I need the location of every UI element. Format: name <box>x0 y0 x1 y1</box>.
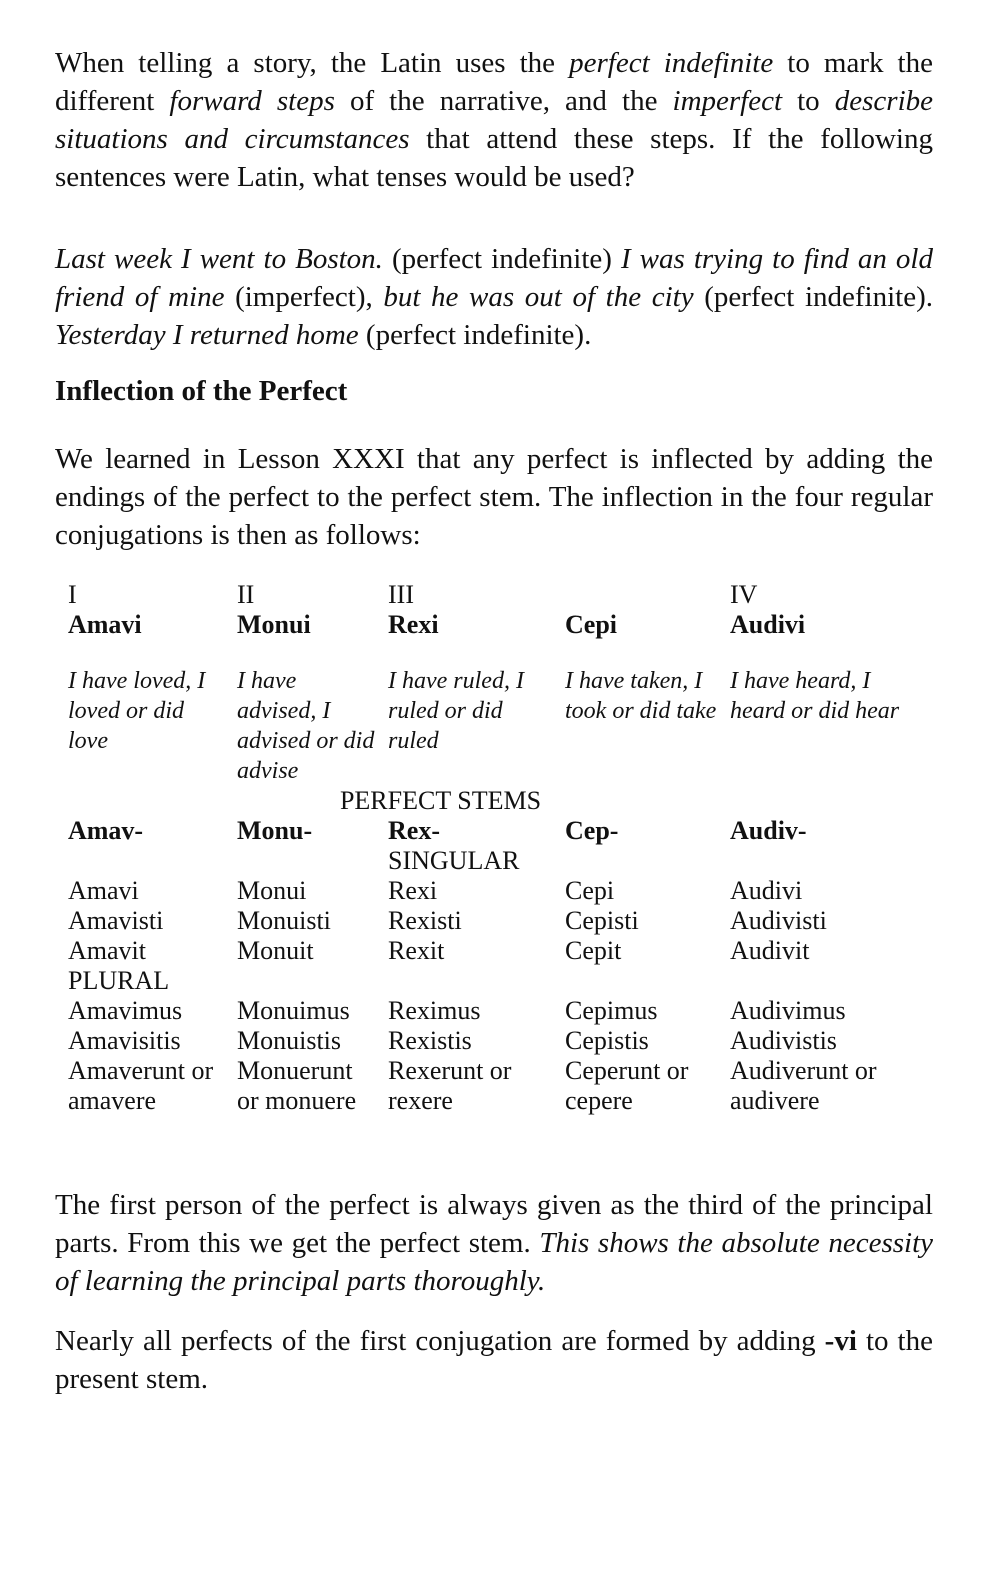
translation-cell: I have taken, I took or did take <box>565 668 717 724</box>
form-cell: Cepit <box>565 936 622 965</box>
table-row <box>68 936 933 966</box>
table-row-numerals <box>68 580 933 610</box>
translation-cell: I have ruled, I ruled or did ruled <box>388 668 524 754</box>
form-cell: Monui <box>237 876 307 905</box>
intro-paragraph-2: Last week I went to Boston. (perfect indefinite) I was trying to find an old friend of mine (imperfect), but he was out of the city (perfect indefinite). Yesterday I returned home (perfect indefinite). <box>55 243 934 351</box>
form-cell: Amavit <box>68 936 146 965</box>
form-cell: Audivimus <box>730 996 846 1025</box>
form-cell: Rexit <box>388 936 445 965</box>
form-cell: Amavimus <box>68 996 183 1025</box>
table-row <box>68 1056 933 1116</box>
form-cell: Monuistis <box>237 1026 342 1055</box>
table-row-verbs <box>68 610 933 640</box>
form-cell: Ceperunt or cepere <box>565 1056 689 1115</box>
closing-paragraph-1: The first person of the perfect is always given as the third of the principal parts. From this we get the perfect stem. This shows the absolute necessity of learning the principal parts thoroughly. <box>55 1189 933 1297</box>
numeral-cell: IV <box>730 580 758 609</box>
form-cell: Cepimus <box>565 996 658 1025</box>
stem-cell: Rex- <box>388 816 440 845</box>
verb-cell: Cepi <box>565 610 617 639</box>
conjugation-table <box>68 580 933 1116</box>
verb-cell: Amavi <box>68 610 142 639</box>
table-row-plural-label <box>68 966 933 996</box>
table-row <box>68 876 933 906</box>
numeral-cell: III <box>388 580 414 609</box>
form-cell: Monuimus <box>237 996 350 1025</box>
form-cell: Rexisti <box>388 906 462 935</box>
form-cell: Cepi <box>565 876 615 905</box>
numeral-cell: I <box>68 580 77 609</box>
verb-cell: Audivi <box>730 610 806 639</box>
stem-cell: Cep- <box>565 816 619 845</box>
table-row <box>68 906 933 936</box>
stem-cell: Monu- <box>237 816 313 845</box>
form-cell: Amavisti <box>68 906 164 935</box>
form-cell: Rexi <box>388 876 438 905</box>
numeral-cell: II <box>237 580 255 609</box>
lesson-paragraph: We learned in Lesson XXXI that any perfect is inflected by adding the endings of the perfect to the perfect stem. The inflection in the four regular conjugations is then as follows: <box>55 443 933 551</box>
verb-cell: Monui <box>237 610 311 639</box>
section-heading: Inflection of the Perfect <box>55 375 348 407</box>
form-cell: Cepisti <box>565 906 639 935</box>
table-row <box>68 1026 933 1056</box>
form-cell: Amavisitis <box>68 1026 181 1055</box>
table-row <box>68 996 933 1026</box>
form-cell: Cepistis <box>565 1026 649 1055</box>
translation-cell: I have advised, I advised or did advise <box>237 668 375 784</box>
form-cell: Monuit <box>237 936 314 965</box>
form-cell: Monuisti <box>237 906 331 935</box>
table-row-singular-label <box>68 846 933 876</box>
table-row-translations <box>68 666 933 786</box>
intro-paragraph-1: When telling a story, the Latin uses the perfect indefinite to mark the different forward steps of the narrative, and the imperfect to describe situations and circumstances that attend these steps. If the following sentences were Latin, what tenses would be used? <box>55 47 933 193</box>
form-cell: Amaverunt or amavere <box>68 1056 214 1115</box>
verb-cell: Rexi <box>388 610 439 639</box>
table-row-stems <box>68 816 933 846</box>
form-cell: Rexistis <box>388 1026 472 1055</box>
form-cell: Audivit <box>730 936 810 965</box>
form-cell: Audiverunt or audivere <box>730 1056 877 1115</box>
form-cell: Audivistis <box>730 1026 837 1055</box>
stem-cell: Audiv- <box>730 816 807 845</box>
plural-label: PLURAL <box>68 966 170 995</box>
form-cell: Monuerunt or monuere <box>237 1056 357 1115</box>
form-cell: Amavi <box>68 876 139 905</box>
stem-cell: Amav- <box>68 816 144 845</box>
translation-cell: I have loved, I loved or did love <box>68 668 206 754</box>
perfect-stems-heading: PERFECT STEMS <box>339 786 542 815</box>
form-cell: Reximus <box>388 996 481 1025</box>
translation-cell: I have heard, I heard or did hear <box>730 668 900 724</box>
closing-paragraph-2: Nearly all perfects of the first conjugation are formed by adding -vi to the present stem. <box>55 1325 933 1395</box>
singular-label: SINGULAR <box>388 846 520 875</box>
form-cell: Audivisti <box>730 906 827 935</box>
form-cell: Audivi <box>730 876 803 905</box>
numeral-cell <box>565 580 730 610</box>
form-cell: Rexerunt or rexere <box>388 1056 512 1115</box>
